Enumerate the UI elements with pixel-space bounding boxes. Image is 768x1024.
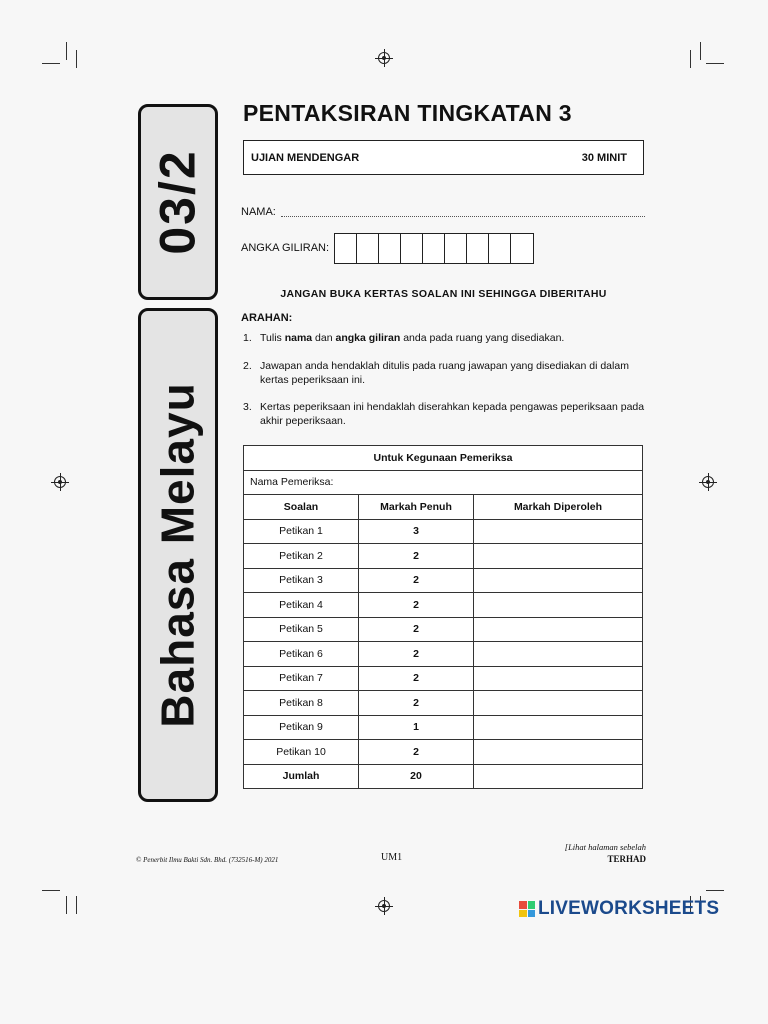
classification-text: TERHAD [607, 854, 646, 864]
angka-giliran-cell[interactable] [423, 234, 445, 263]
crop-mark [700, 42, 701, 60]
table-row [244, 642, 643, 667]
table-row [244, 691, 643, 716]
examiner-table [243, 445, 643, 789]
markah-penuh-cell: 2 [359, 666, 474, 691]
soalan-cell: Petikan 1 [244, 519, 359, 544]
instruction-item: 1. Tulis nama dan angka giliran anda pada ruang yang disediakan. [243, 332, 565, 344]
crop-mark [706, 890, 724, 891]
crop-mark [42, 890, 60, 891]
total-row [244, 764, 643, 789]
markah-diperoleh-cell[interactable] [474, 740, 643, 765]
column-header: Soalan [244, 495, 359, 520]
registration-mark-icon [378, 900, 390, 912]
nama-label: NAMA: [241, 206, 276, 218]
angka-giliran-cell[interactable] [379, 234, 401, 263]
soalan-cell: Petikan 2 [244, 544, 359, 569]
copyright-text: © Penerbit Ilmu Bakti Sdn. Bhd. (732516-M) 2021 [136, 856, 279, 864]
markah-penuh-cell: 1 [359, 715, 474, 740]
crop-mark [706, 63, 724, 64]
table-row [244, 666, 643, 691]
see-next-page-text: [Lihat halaman sebelah [564, 842, 646, 852]
logo-square [519, 910, 527, 918]
instruction-item: 2. Jawapan anda hendaklah ditulis pada ruang jawapan yang disediakan di dalam kertas peperiksaan ini. [243, 360, 629, 386]
markah-diperoleh-cell[interactable] [474, 593, 643, 618]
markah-diperoleh-cell[interactable] [474, 715, 643, 740]
test-info-box [243, 140, 644, 175]
table-row [244, 593, 643, 618]
angka-giliran-cell[interactable] [445, 234, 467, 263]
markah-penuh-cell: 2 [359, 544, 474, 569]
paper-code: 03/2 [150, 149, 207, 255]
crop-mark [76, 896, 77, 914]
markah-diperoleh-cell[interactable] [474, 666, 643, 691]
markah-penuh-cell: 2 [359, 642, 474, 667]
warning-text: JANGAN BUKA KERTAS SOALAN INI SEHINGGA DIBERITAHU [280, 288, 607, 300]
instruction-item: 3. Kertas peperiksaan ini hendaklah diserahkan kepada pengawas peperiksaan pada akhir peperiksaan. [243, 401, 645, 427]
registration-mark-icon [378, 52, 390, 64]
logo-square [528, 901, 536, 909]
registration-mark-icon [54, 476, 66, 488]
test-name: UJIAN MENDENGAR [251, 152, 360, 164]
crop-mark [690, 50, 691, 68]
subject-name: Bahasa Melayu [152, 382, 205, 728]
logo-square [519, 901, 527, 909]
total-value: 20 [359, 764, 474, 789]
total-obtained-cell[interactable] [474, 764, 643, 789]
markah-diperoleh-cell[interactable] [474, 642, 643, 667]
crop-mark [76, 50, 77, 68]
logo-square [528, 910, 536, 918]
markah-diperoleh-cell[interactable] [474, 691, 643, 716]
crop-mark [66, 896, 67, 914]
table-row [244, 568, 643, 593]
angka-giliran-cell[interactable] [401, 234, 423, 263]
crop-mark [42, 63, 60, 64]
soalan-cell: Petikan 8 [244, 691, 359, 716]
angka-giliran-cell[interactable] [357, 234, 379, 263]
examiner-name-field[interactable]: Nama Pemeriksa: [244, 470, 643, 495]
crop-mark [66, 42, 67, 60]
instructions-heading: ARAHAN: [241, 312, 293, 324]
table-row [244, 544, 643, 569]
markah-penuh-cell: 2 [359, 568, 474, 593]
angka-giliran-label: ANGKA GILIRAN: [241, 242, 330, 254]
liveworksheets-text: LIVEWORKSHEETS [538, 898, 720, 919]
test-duration: 30 MINIT [581, 152, 627, 164]
total-label: Jumlah [244, 764, 359, 789]
paper-code-tab [138, 104, 218, 300]
soalan-cell: Petikan 5 [244, 617, 359, 642]
markah-diperoleh-cell[interactable] [474, 617, 643, 642]
markah-penuh-cell: 2 [359, 593, 474, 618]
nama-input-line[interactable] [281, 216, 645, 217]
markah-penuh-cell: 2 [359, 617, 474, 642]
soalan-cell: Petikan 10 [244, 740, 359, 765]
markah-penuh-cell: 2 [359, 740, 474, 765]
soalan-cell: Petikan 6 [244, 642, 359, 667]
liveworksheets-logo[interactable] [519, 898, 719, 920]
angka-giliran-cell[interactable] [511, 234, 533, 263]
table-row [244, 519, 643, 544]
markah-diperoleh-cell[interactable] [474, 519, 643, 544]
angka-giliran-cell[interactable] [467, 234, 489, 263]
markah-penuh-cell: 2 [359, 691, 474, 716]
table-row [244, 740, 643, 765]
soalan-cell: Petikan 4 [244, 593, 359, 618]
column-header: Markah Penuh [359, 495, 474, 520]
table-row [244, 715, 643, 740]
angka-giliran-cell[interactable] [489, 234, 511, 263]
soalan-cell: Petikan 9 [244, 715, 359, 740]
markah-diperoleh-cell[interactable] [474, 568, 643, 593]
liveworksheets-icon [519, 901, 535, 917]
subject-tab [138, 308, 218, 802]
angka-giliran-boxes[interactable] [334, 233, 534, 264]
angka-giliran-cell[interactable] [335, 234, 357, 263]
table-row [244, 617, 643, 642]
markah-diperoleh-cell[interactable] [474, 544, 643, 569]
soalan-cell: Petikan 7 [244, 666, 359, 691]
page-title: PENTAKSIRAN TINGKATAN 3 [243, 100, 572, 126]
registration-mark-icon [702, 476, 714, 488]
markah-penuh-cell: 3 [359, 519, 474, 544]
table-title: Untuk Kegunaan Pemeriksa [244, 446, 643, 471]
page-code: UM1 [381, 852, 403, 863]
soalan-cell: Petikan 3 [244, 568, 359, 593]
column-header: Markah Diperoleh [474, 495, 643, 520]
